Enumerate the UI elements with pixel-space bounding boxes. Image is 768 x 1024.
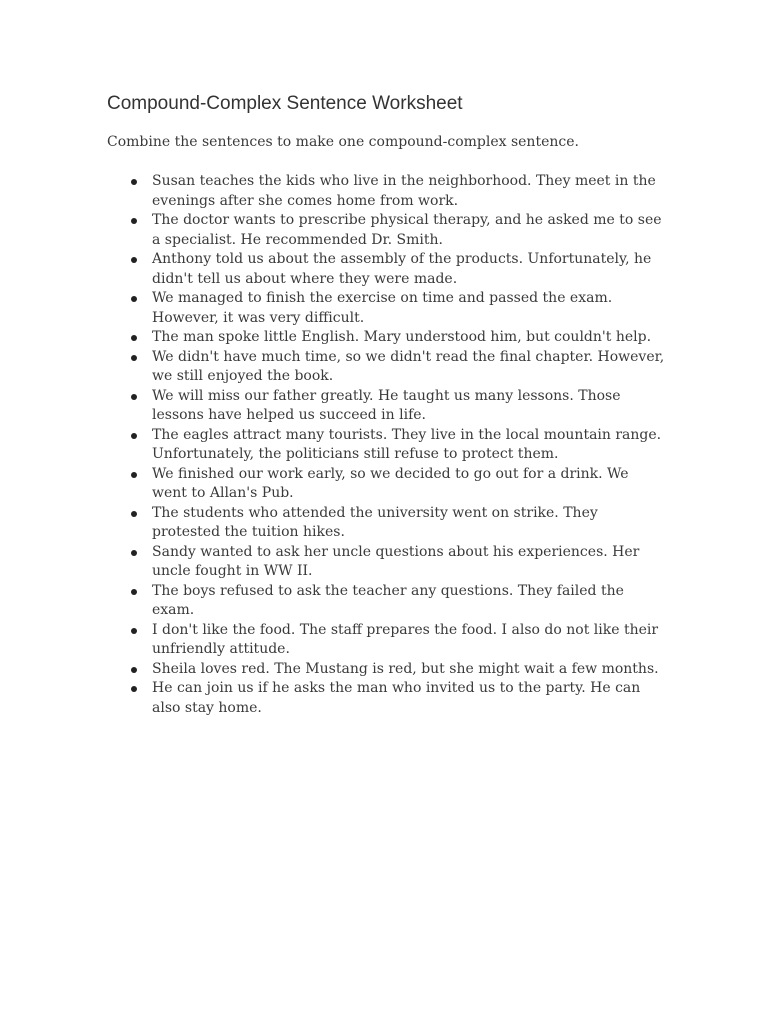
- list-item: [107, 621, 667, 660]
- list-item-text: We managed to finish the exercise on time and passed the exam. However, it was very difficult.: [152, 290, 613, 326]
- list-item-text: Sandy wanted to ask her uncle questions about his experiences. Her uncle fought in WW II.: [152, 543, 640, 579]
- bullet-icon: [131, 550, 137, 556]
- bullet-icon: [131, 257, 137, 263]
- list-item-text: The man spoke little English. Mary understood him, but couldn't help.: [152, 329, 652, 345]
- list-item: [107, 504, 667, 543]
- list-item: [107, 348, 667, 387]
- list-item: [107, 250, 667, 289]
- instructions-text: Combine the sentences to make one compound-complex sentence.: [107, 134, 579, 150]
- bullet-icon: [131, 355, 137, 361]
- list-item-text: The doctor wants to prescribe physical therapy, and he asked me to see a specialist. He recommended Dr. Smith.: [152, 212, 662, 248]
- list-item: [107, 465, 667, 504]
- list-item-text: The students who attended the university went on strike. They protested the tuition hikes.: [152, 504, 598, 540]
- bullet-icon: [131, 335, 137, 341]
- bullet-icon: [131, 433, 137, 439]
- list-item-text: We finished our work early, so we decided to go out for a drink. We went to Allan's Pub.: [152, 465, 629, 501]
- list-item-text: Sheila loves red. The Mustang is red, but she might wait a few months.: [152, 660, 659, 677]
- bullet-icon: [131, 667, 137, 673]
- page-title: Compound-Complex Sentence Worksheet: [107, 93, 463, 114]
- list-item: [107, 211, 667, 250]
- list-item: [107, 387, 667, 426]
- list-item-text: We didn't have much time, so we didn't read the final chapter. However, we still enjoyed the book.: [152, 348, 665, 384]
- bullet-icon: [131, 589, 137, 595]
- bullet-icon: [131, 472, 137, 478]
- list-item-text: He can join us if he asks the man who invited us to the party. He can also stay home.: [152, 680, 641, 716]
- list-item: [107, 543, 667, 582]
- list-item-text: Anthony told us about the assembly of the products. Unfortunately, he didn't tell us about where they were made.: [152, 251, 652, 287]
- bullet-icon: [131, 686, 137, 692]
- sentence-list: [107, 172, 667, 718]
- list-item: [107, 426, 667, 465]
- list-item-text: The eagles attract many tourists. They live in the local mountain range. Unfortunately, the politicians still refuse to protect them.: [152, 426, 662, 462]
- list-item: [107, 679, 667, 718]
- list-item-text: We will miss our father greatly. He taught us many lessons. Those lessons have helped us succeed in life.: [152, 387, 621, 423]
- bullet-icon: [131, 179, 137, 185]
- bullet-icon: [131, 628, 137, 634]
- bullet-icon: [131, 218, 137, 224]
- list-item: [107, 660, 667, 680]
- list-item-text: I don't like the food. The staff prepares the food. I also do not like their unfriendly attitude.: [152, 621, 659, 657]
- bullet-icon: [131, 394, 137, 400]
- list-item-text: Susan teaches the kids who live in the neighborhood. They meet in the evenings after she comes home from work.: [152, 173, 656, 209]
- list-item: [107, 582, 667, 621]
- list-item: [107, 328, 667, 348]
- list-item: [107, 172, 667, 211]
- list-item: [107, 289, 667, 328]
- bullet-icon: [131, 511, 137, 517]
- bullet-icon: [131, 296, 137, 302]
- list-item-text: The boys refused to ask the teacher any questions. They failed the exam.: [152, 582, 624, 618]
